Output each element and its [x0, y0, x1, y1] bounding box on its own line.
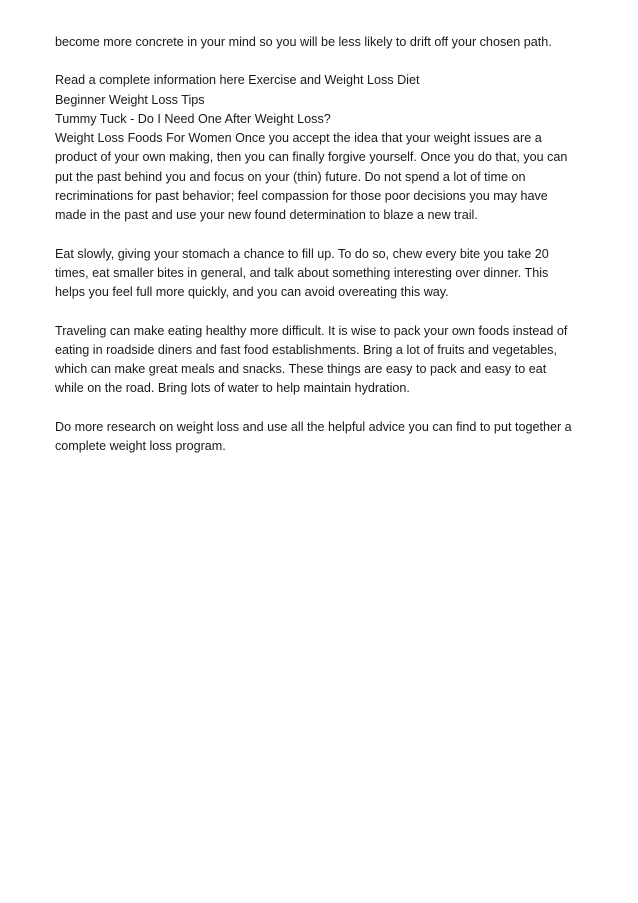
text-line-related-title: Tummy Tuck - Do I Need One After Weight Loss?: [55, 111, 331, 126]
text-line: Traveling can make eating healthy more difficult. It is wise to pack your own foods instead of: [55, 323, 568, 338]
text-line: Eat slowly, giving your stomach a chance to fill up. To do so, chew every bite you take 20: [55, 246, 549, 261]
text-line: Weight Loss Foods For Women Once you accept the idea that your weight issues are a: [55, 131, 542, 146]
text-line-read-more: Read a complete information here Exercise and Weight Loss Diet: [55, 73, 420, 88]
text-line: times, eat smaller bites in general, and talk about something interesting over dinner. This: [55, 265, 549, 280]
text-line: Do more research on weight loss and use all the helpful advice you can find to put together a: [55, 419, 572, 434]
paragraph-conclusion: [55, 418, 595, 457]
text-line: eating in roadside diners and fast food establishments. Bring a lot of fruits and vegetables,: [55, 342, 557, 357]
text-line-related-title: Beginner Weight Loss Tips: [55, 92, 205, 107]
text-line: product of your own making, then you can finally forgive yourself. Once you do that, you can: [55, 150, 568, 165]
text-line: while on the road. Bring lots of water to help maintain hydration.: [55, 381, 410, 396]
paragraph-traveling: [55, 322, 595, 399]
paragraph-intro-continuation: [55, 33, 595, 52]
paragraph-related-links-and-forgiveness: [55, 71, 595, 225]
text-line: recriminations for past behavior; feel compassion for those poor decisions you may have: [55, 189, 548, 204]
text-line: helps you feel full more quickly, and you can avoid overeating this way.: [55, 285, 449, 300]
document-page: [55, 33, 595, 475]
paragraph-eat-slowly: [55, 245, 595, 303]
text-line: made in the past and use your new found determination to blaze a new trail.: [55, 208, 478, 223]
text-line: put the past behind you and focus on your (thin) future. Do not spend a lot of time on: [55, 169, 526, 184]
text-line: which can make great meals and snacks. These things are easy to pack and easy to eat: [55, 362, 547, 377]
text-line: complete weight loss program.: [55, 439, 226, 454]
text-line: become more concrete in your mind so you will be less likely to drift off your chosen path.: [55, 35, 552, 49]
